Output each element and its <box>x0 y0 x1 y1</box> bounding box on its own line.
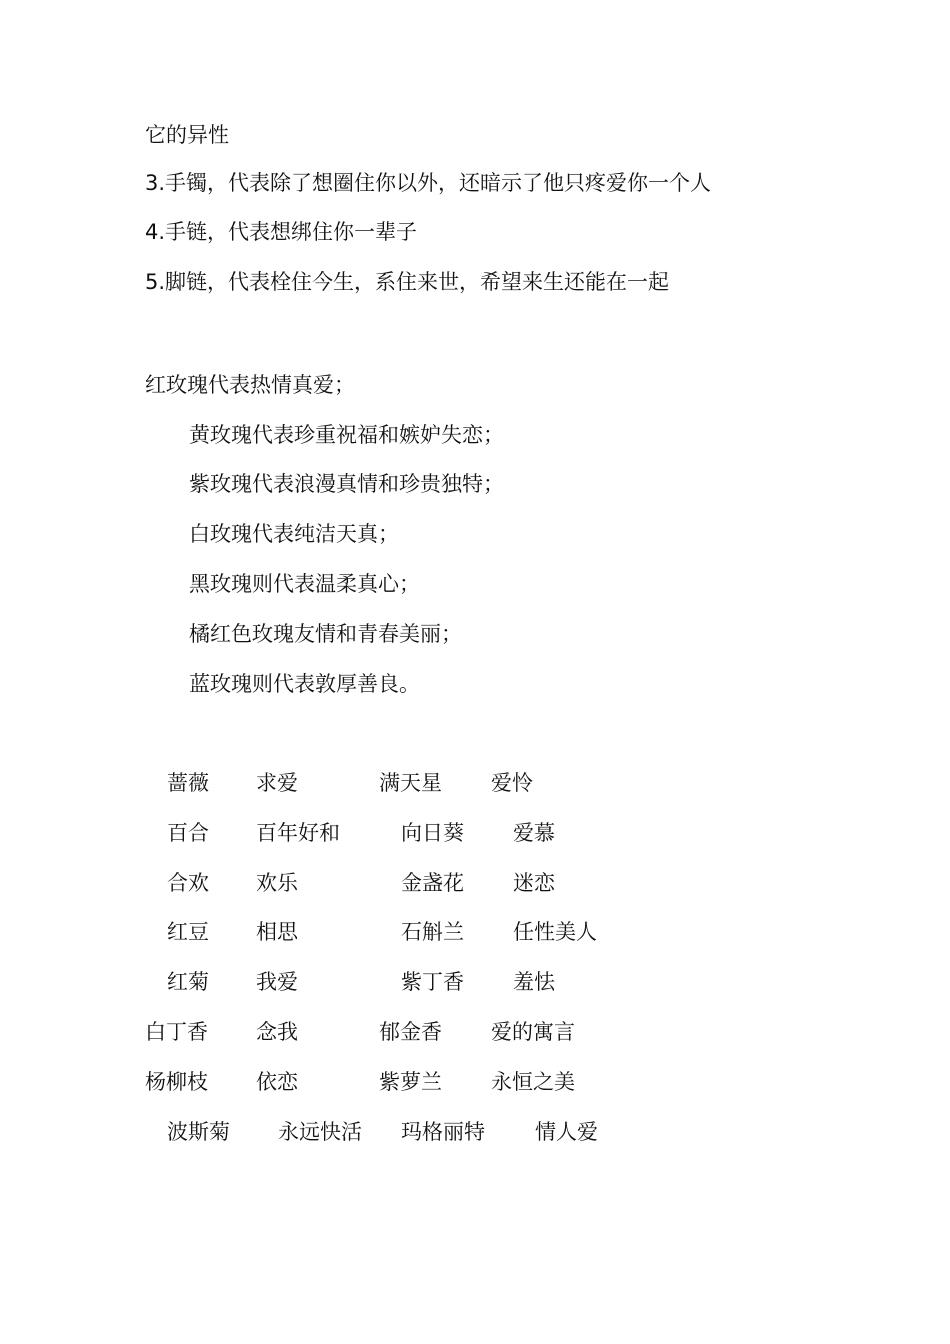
flower-name: 蔷薇 <box>167 771 209 795</box>
rose-red: 红玫瑰代表热情真爱； <box>145 373 355 397</box>
jewelry-item-chain <box>145 217 417 247</box>
flower-meaning: 求爱 <box>256 771 298 795</box>
flower-name: 紫萝兰 <box>379 1070 442 1094</box>
flower-meaning: 爱慕 <box>513 821 555 845</box>
flower-name: 玛格丽特 <box>401 1120 485 1144</box>
jewelry-number: 3. <box>145 171 166 195</box>
jewelry-item-bracelet <box>145 168 711 198</box>
rose-black: 黑玫瑰则代表温柔真心； <box>189 572 420 596</box>
flower-meaning: 依恋 <box>256 1070 298 1094</box>
jewelry-number: 4. <box>145 220 166 244</box>
flower-meaning: 情人爱 <box>535 1120 598 1144</box>
jewelry-text: 手镯，代表除了想圈住你以外，还暗示了他只疼爱你一个人 <box>165 171 712 195</box>
jewelry-text: 手链，代表想绑住你一辈子 <box>165 220 418 244</box>
flower-name: 石斛兰 <box>401 920 464 944</box>
rose-white: 白玫瑰代表纯洁天真； <box>189 522 399 546</box>
rose-orange: 橘红色玫瑰友情和青春美丽； <box>189 622 462 646</box>
flower-meaning: 爱的寓言 <box>491 1020 575 1044</box>
flower-name: 向日葵 <box>401 821 464 845</box>
flower-meaning: 羞怯 <box>513 970 555 994</box>
flower-name: 波斯菊 <box>167 1120 230 1144</box>
flower-name: 百合 <box>167 821 209 845</box>
flower-name: 红菊 <box>167 970 209 994</box>
flower-meaning: 爱怜 <box>491 771 533 795</box>
rose-yellow: 黄玫瑰代表珍重祝福和嫉妒失恋； <box>189 423 504 447</box>
jewelry-text: 脚链，代表栓住今生，系住来世，希望来生还能在一起 <box>165 270 670 294</box>
flower-meaning: 永恒之美 <box>491 1070 575 1094</box>
jewelry-item-anklet <box>145 267 669 297</box>
flower-meaning: 我爱 <box>256 970 298 994</box>
flower-meaning: 任性美人 <box>513 920 597 944</box>
jewelry-number: 5. <box>145 270 166 294</box>
flower-name: 郁金香 <box>379 1020 442 1044</box>
flower-name: 杨柳枝 <box>145 1070 208 1094</box>
flower-name: 合欢 <box>167 871 209 895</box>
flower-meaning: 欢乐 <box>256 871 298 895</box>
flower-name: 金盏花 <box>401 871 464 895</box>
intro-fragment: 它的异性 <box>145 123 229 147</box>
flower-meaning: 相思 <box>256 920 298 944</box>
flower-name: 红豆 <box>167 920 209 944</box>
flower-meaning: 永远快活 <box>278 1120 362 1144</box>
flower-name: 白丁香 <box>145 1020 208 1044</box>
flower-meaning: 念我 <box>256 1020 298 1044</box>
flower-meaning: 迷恋 <box>513 871 555 895</box>
rose-blue: 蓝玫瑰则代表敦厚善良。 <box>189 672 420 696</box>
flower-name: 紫丁香 <box>401 970 464 994</box>
flower-name: 满天星 <box>379 771 442 795</box>
flower-meaning: 百年好和 <box>256 821 340 845</box>
rose-purple: 紫玫瑰代表浪漫真情和珍贵独特； <box>189 472 504 496</box>
